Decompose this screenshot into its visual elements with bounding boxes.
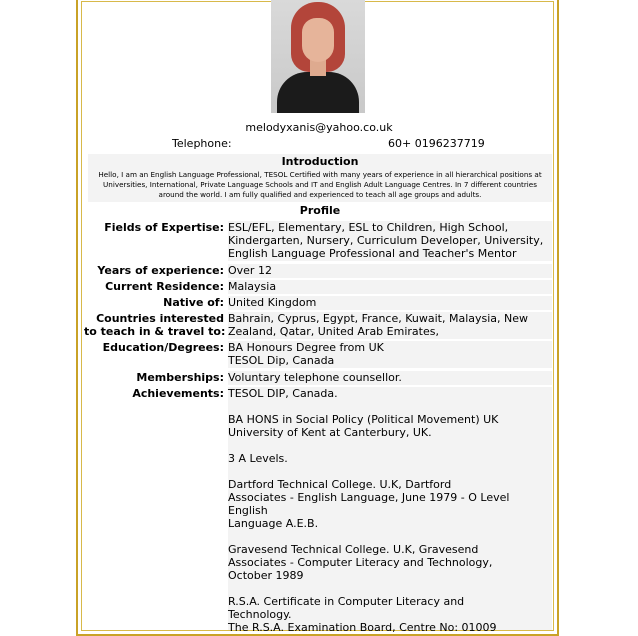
introduction-heading: Introduction — [88, 154, 552, 169]
native-of-label: Native of: — [163, 296, 224, 309]
native-of-value: United Kingdom — [228, 296, 552, 310]
telephone-label: Telephone: — [172, 137, 232, 150]
memberships-label: Memberships: — [136, 371, 224, 384]
fields-of-expertise-label: Fields of Expertise: — [104, 221, 224, 234]
profile-heading: Profile — [88, 203, 552, 218]
introduction-text: Hello, I am an English Language Professional, TESOL Certified with many years of experience in all hierarchical positions at Universities, International, Private Language Schools and IT and English Adult Language Centres. In 7 different countries around the world. I am fully qualified and experienced to teach all age groups and adults. — [98, 170, 542, 199]
achievements-value: TESOL DIP, Canada. BA HONS in Social Policy (Political Movement) UK University of Kent at Canterbury, UK. 3 A Levels. Dartford Technical College. U.K, Dartford Associates - English Language, June 1979 - O Level English Language A.E.B. Gravesend Technical College. U.K, Gravesend Associates - Computer Literacy and Technology, October 1989 R.S.A. Certificate in Computer Literacy and Technology. The R.S.A. Examination Board, Centre No: 01009 — [228, 387, 552, 630]
countries-label: Countries interested to teach in & travel to: — [84, 312, 226, 338]
memberships-value: Voluntary telephone counsellor. — [228, 371, 552, 385]
current-residence-label: Current Residence: — [105, 280, 224, 293]
email-link[interactable]: melodyxanis@yahoo.co.uk — [245, 121, 393, 134]
years-experience-label: Years of experience: — [97, 264, 224, 277]
profile-photo — [271, 0, 365, 113]
education-label: Education/Degrees: — [102, 341, 224, 354]
education-value: BA Honours Degree from UK TESOL Dip, Canada — [228, 341, 552, 368]
years-experience-value: Over 12 — [228, 264, 552, 278]
fields-of-expertise-value: ESL/EFL, Elementary, ESL to Children, High School, Kindergarten, Nursery, Curriculum Developer, University, English Language Professional and Teacher's Mentor — [228, 221, 552, 261]
achievements-label: Achievements: — [132, 387, 224, 400]
current-residence-value: Malaysia — [228, 280, 552, 294]
telephone-value: 60+ 0196237719 — [388, 137, 485, 150]
countries-value: Bahrain, Cyprus, Egypt, France, Kuwait, Malaysia, New Zealand, Qatar, United Arab Emirates, — [228, 312, 552, 339]
